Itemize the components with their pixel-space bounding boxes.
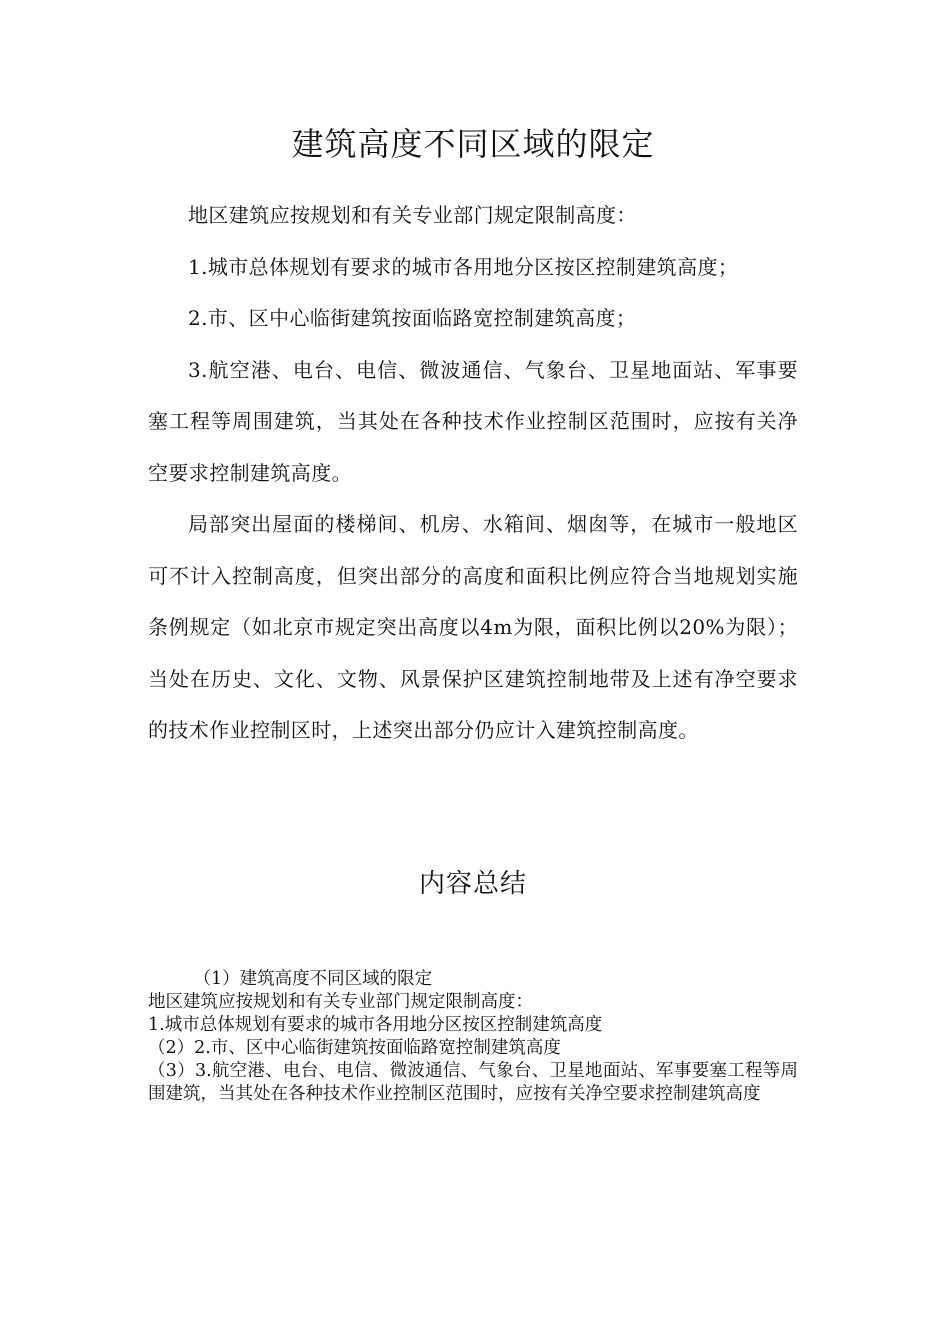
- summary-body: [148, 968, 798, 1106]
- summary-line: （1）建筑高度不同区域的限定: [193, 969, 433, 989]
- rule-item-3: 3.航空港、电台、电信、微波通信、气象台、卫星地面站、军事要塞工程等周围建筑，当其处在各种技术作业控制区范围时，应按有关净空要求控制建筑高度。: [148, 357, 798, 485]
- summary-line: （2）2.市、区中心临街建筑按面临路宽控制建筑高度: [148, 1038, 561, 1058]
- rule-item-1: 1.城市总体规划有要求的城市各用地分区按区控制建筑高度；: [188, 254, 739, 279]
- summary-line: （3）3.航空港、电台、电信、微波通信、气象台、卫星地面站、军事要塞工程等周围建筑，当其处在各种技术作业控制区范围时，应按有关净空要求控制建筑高度: [148, 1061, 799, 1104]
- summary-line: 1.城市总体规划有要求的城市各用地分区按区控制建筑高度: [148, 1015, 603, 1035]
- document-body: [148, 190, 798, 757]
- summary-title: 内容总结: [418, 869, 527, 899]
- document-title: 建筑高度不同区域的限定: [291, 125, 655, 163]
- intro-paragraph: 地区建筑应按规划和有关专业部门规定限制高度：: [188, 203, 637, 227]
- roof-protrusion-paragraph: 局部突出屋面的楼梯间、机房、水箱间、烟囱等，在城市一般地区可不计入控制高度，但突出部分的高度和面积比例应符合当地规划实施条例规定（如北京市规定突出高度以4m为限，面积比例以20%为限）；当处在历史、文化、文物、风景保护区建筑控制地带及上述有净空要求的技术作业控制区时，上述突出部分仍应计入建筑控制高度。: [148, 512, 798, 742]
- rule-item-2: 2.市、区中心临街建筑按面临路宽控制建筑高度；: [188, 306, 637, 330]
- summary-line: 地区建筑应按规划和有关专业部门规定限制高度：: [148, 992, 533, 1012]
